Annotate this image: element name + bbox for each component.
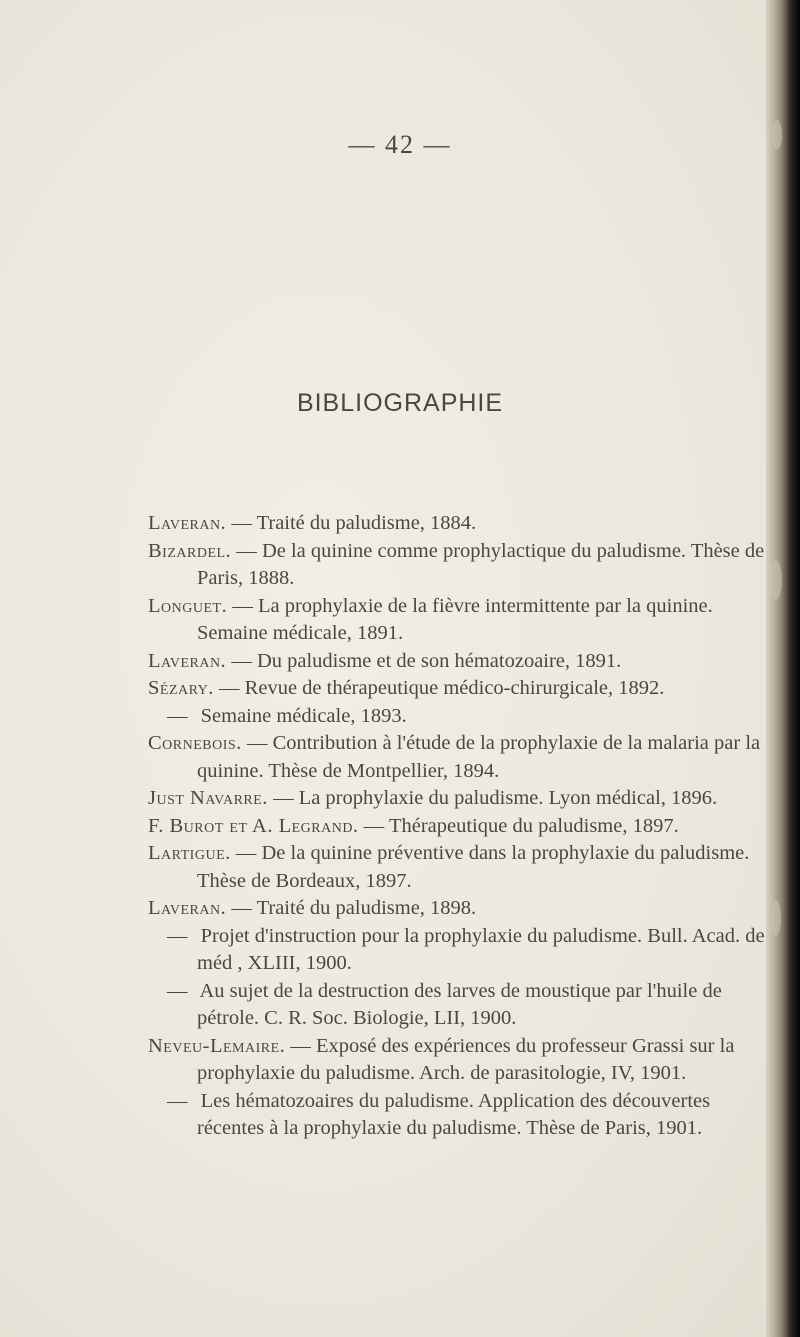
bibliography-entry [148, 648, 768, 676]
entry-author: Sézary. [148, 677, 214, 699]
entry-ditto-dash: — [167, 979, 188, 1002]
page-number: — 42 — [348, 130, 452, 159]
entry-author: Cornebois. [148, 732, 242, 754]
bibliography-entry [148, 840, 768, 895]
page-title: BIBLIOGRAPHIE [296, 388, 504, 417]
entry-text: Les hématozoaires du paludisme. Application des découvertes récentes à la prophylaxie du paludisme. Thèse de Paris, 1901. [197, 1089, 711, 1139]
bibliography-entry [148, 923, 768, 978]
entry-ditto-dash: — [167, 704, 188, 727]
entry-text: — Exposé des expériences du professeur Grassi sur la prophylaxie du paludisme. Arch. de parasitologie, IV, 1901. [197, 1034, 735, 1084]
entry-author: Neveu-Lemaire. [148, 1034, 286, 1057]
entry-text: — La prophylaxie du paludisme. Lyon médical, 1896. [273, 787, 718, 809]
entry-author: Longuet. [148, 594, 228, 617]
bibliography-entry [148, 675, 768, 703]
entry-text: — De la quinine préventive dans la prophylaxie du paludisme. Thèse de Bordeaux, 1897. [197, 842, 750, 892]
entry-text: Projet d'instruction pour la prophylaxie du paludisme. Bull. Acad. de méd , XLIII, 1900. [197, 924, 765, 974]
entry-author: Laveran. [148, 649, 227, 672]
entry-text: — Traité du paludisme, 1898. [231, 897, 477, 919]
bibliography-entry [148, 1088, 768, 1143]
entry-author: Laveran. [148, 897, 227, 919]
entry-text: — La prophylaxie de la fièvre intermittente par la quinine. Semaine médicale, 1891. [197, 594, 713, 644]
bibliography-entry [148, 978, 768, 1033]
entry-ditto-dash: — [167, 1089, 188, 1112]
entry-author: F. Burot et A. Legrand. [148, 814, 359, 837]
entry-text: — Contribution à l'étude de la prophylaxie de la malaria par la quinine. Thèse de Montpellier, 1894. [197, 732, 761, 782]
bibliography-entry [148, 1033, 768, 1088]
bibliography-list [148, 510, 768, 1143]
bibliography-entry [148, 538, 768, 593]
page-edge-shadow [766, 0, 800, 1337]
entry-author: Bizardel. [148, 539, 232, 562]
entry-author: Just Navarre. [148, 787, 268, 809]
entry-text: Semaine médicale, 1893. [200, 704, 407, 727]
bibliography-entry [148, 593, 768, 648]
entry-author: Lartigue. [148, 842, 231, 864]
bibliography-entry [148, 730, 768, 785]
entry-text: — Du paludisme et de son hématozoaire, 1891. [231, 649, 622, 672]
entry-text: — De la quinine comme prophylactique du paludisme. Thèse de Paris, 1888. [197, 539, 765, 589]
entry-author: Laveran. [148, 512, 227, 534]
entry-text: — Traité du paludisme, 1884. [231, 512, 477, 534]
bibliography-entry [148, 785, 768, 813]
entry-ditto-dash: — [167, 924, 188, 947]
bibliography-entry [148, 895, 768, 923]
bibliography-entry [148, 510, 768, 538]
bibliography-entry [148, 703, 768, 731]
entry-text: — Revue de thérapeutique médico-chirurgicale, 1892. [219, 677, 665, 699]
entry-text: Au sujet de la destruction des larves de moustique par l'huile de pétrole. C. R. Soc. Biologie, LII, 1900. [197, 979, 722, 1029]
entry-text: — Thérapeutique du paludisme, 1897. [363, 814, 679, 837]
bibliography-entry [148, 813, 768, 841]
